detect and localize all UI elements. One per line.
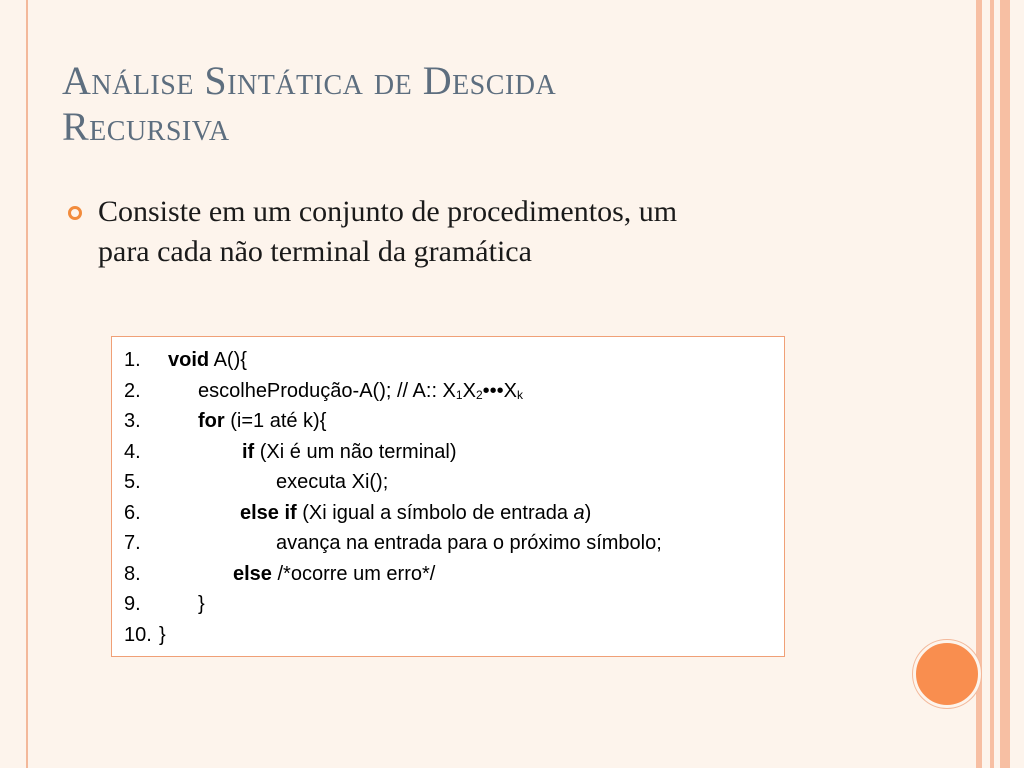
code-text: (i=1 até k){ bbox=[224, 410, 327, 432]
code-text: ) bbox=[584, 501, 592, 524]
right-border-decoration bbox=[976, 0, 1024, 768]
bullet-item bbox=[68, 192, 888, 272]
code-text: X bbox=[462, 379, 476, 402]
keyword: void bbox=[168, 349, 210, 371]
code-text: executa Xi(); bbox=[276, 471, 389, 493]
subscript: 2 bbox=[475, 387, 483, 402]
code-text: A(){ bbox=[209, 349, 247, 371]
line-number: 7. bbox=[124, 532, 141, 554]
code-text: avança na entrada para o próximo símbolo; bbox=[276, 532, 662, 554]
code-text: } bbox=[198, 593, 205, 615]
code-text: } bbox=[159, 623, 166, 646]
bullet-line-2: para cada não terminal da gramática bbox=[98, 235, 532, 268]
slide-title bbox=[62, 58, 922, 150]
code-line-1 bbox=[112, 345, 784, 376]
code-line-2 bbox=[112, 376, 784, 407]
line-number: 9. bbox=[124, 593, 141, 615]
decorative-circle bbox=[913, 640, 981, 708]
keyword: else bbox=[233, 562, 272, 585]
bullet-text bbox=[98, 192, 888, 272]
line-number: 3. bbox=[124, 410, 141, 432]
bullet-icon bbox=[68, 206, 82, 220]
code-text: (Xi igual a símbolo de entrada bbox=[296, 501, 574, 524]
code-line-4 bbox=[112, 437, 784, 468]
title-line-2: Recursiva bbox=[62, 104, 230, 149]
code-line-7 bbox=[112, 528, 784, 559]
code-text: •••X bbox=[482, 379, 517, 402]
subscript: k bbox=[516, 387, 523, 402]
code-line-6 bbox=[112, 498, 784, 529]
title-line-1: Análise Sintática de Descida bbox=[62, 58, 557, 103]
subscript: 1 bbox=[455, 387, 463, 402]
line-number: 1. bbox=[124, 349, 141, 371]
keyword: if bbox=[242, 440, 255, 463]
code-text: /*ocorre um erro*/ bbox=[271, 562, 436, 585]
keyword: else if bbox=[240, 501, 297, 524]
line-number: 5. bbox=[124, 471, 141, 493]
bullet-line-1: Consiste em um conjunto de procedimentos, um bbox=[98, 195, 678, 228]
code-block bbox=[111, 336, 785, 657]
code-line-10 bbox=[112, 620, 784, 651]
line-number: 6. bbox=[124, 501, 141, 524]
left-border-decoration bbox=[0, 0, 28, 768]
code-line-5 bbox=[112, 467, 784, 498]
line-number: 2. bbox=[124, 379, 141, 402]
line-number: 8. bbox=[124, 562, 141, 585]
line-number: 10. bbox=[124, 623, 152, 646]
code-line-8 bbox=[112, 559, 784, 590]
code-line-9 bbox=[112, 589, 784, 620]
line-number: 4. bbox=[124, 440, 141, 463]
keyword: for bbox=[198, 410, 225, 432]
code-line-3 bbox=[112, 406, 784, 437]
code-text: escolheProdução-A(); // A:: X bbox=[198, 379, 456, 402]
code-text: (Xi é um não terminal) bbox=[254, 440, 457, 463]
italic-symbol: a bbox=[573, 501, 585, 524]
